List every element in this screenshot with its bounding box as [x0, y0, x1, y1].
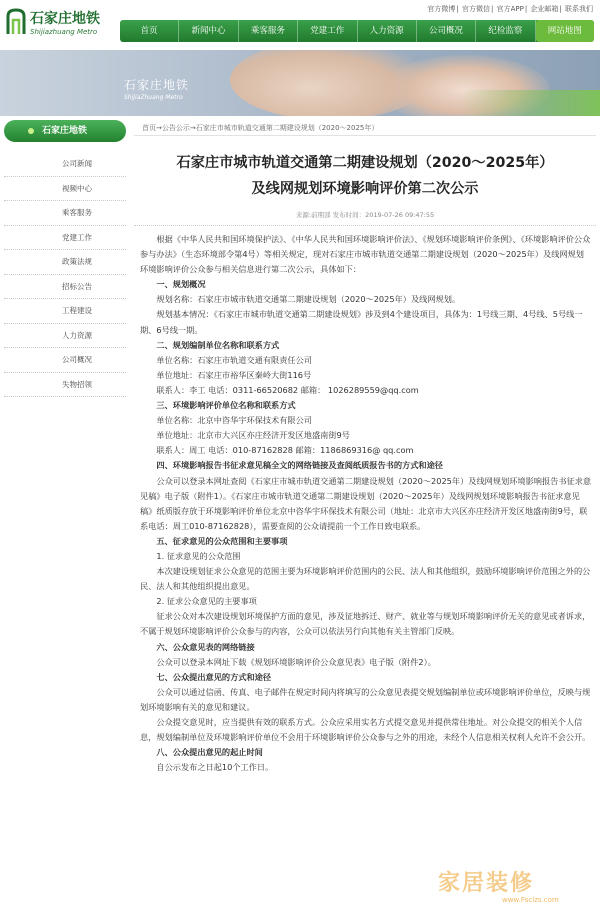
site-logo[interactable]: [6, 6, 116, 46]
sidebar-item-lost-found[interactable]: 失物招领: [4, 373, 126, 398]
main-nav: [120, 20, 594, 42]
watermark-url: www.Fsclzs.com: [502, 896, 559, 904]
page-title-line: 及线网规划环境影响评价第二次公示: [251, 181, 479, 197]
paragraph: 联系人：周工 电话：010-87162828 邮箱：1186869316@ qq.com: [156, 445, 414, 456]
paragraph: 规划基本情况：《石家庄市城市轨道交通第二期建设规划》涉及到4个建设项目，具体为：1号线三期、4号线、5号线一期、6号线一期。: [140, 309, 583, 335]
sidebar-item-party[interactable]: 党建工作: [4, 226, 126, 251]
logo-title: 石家庄地铁: [30, 11, 100, 27]
paragraph: 联系人：李工 电话：0311-66520682 邮箱： 1026289559@qq.com: [156, 384, 419, 395]
paragraph: 公众可以通过信函、传真、电子邮件在规定时间内将填写的公众意见表提交规划编制单位或环境影响评价单位，反映与规划环境影响有关的意见和建议。: [140, 686, 591, 712]
nav-sitemap[interactable]: 网站地图: [536, 20, 594, 42]
article-body: [134, 226, 596, 775]
sidebar-item-about[interactable]: 公司概况: [4, 348, 126, 373]
sidebar-item-tender[interactable]: 招标公告: [4, 275, 126, 300]
top-link-contact[interactable]: 联系我们: [565, 5, 593, 13]
paragraph: 规划名称：石家庄市城市轨道交通第二期建设规划（2020～2025年）及线网规划。: [156, 294, 461, 305]
paragraph: 2. 征求公众意见的主要事项: [156, 596, 257, 607]
sidebar-list: [4, 152, 126, 397]
banner-logo-en: ShiJiaZhuang Metro: [124, 94, 183, 101]
section-heading: 八、公众提出意见的起止时间: [156, 747, 263, 758]
section-heading: 三、环境影响评价单位名称和联系方式: [156, 400, 296, 411]
article-panel: [134, 120, 596, 917]
sidebar-heading: [4, 120, 126, 142]
section-heading: 五、征求意见的公众范围和主要事项: [156, 535, 288, 546]
nav-home[interactable]: 首页: [120, 20, 179, 42]
paragraph: 公众提交意见时，应当提供有效的联系方式。公众应采用实名方式提交意见并提供常住地址。对公众提交的相关个人信息，规划编制单位及环境影响评价单位不会用于环境影响评价公众参与之外的用途，未经个人信息相关权利人允许不会公开。: [140, 717, 591, 743]
sidebar: [4, 120, 126, 397]
nav-passenger[interactable]: 乘客服务: [239, 20, 298, 42]
breadcrumb[interactable]: 首页→公告公示→石家庄市城市轨道交通第二期建设规划（2020～2025年）: [134, 120, 596, 136]
top-link-wechat[interactable]: 官方微信: [461, 5, 490, 13]
sidebar-item-hr[interactable]: 人力资源: [4, 324, 126, 349]
section-heading: 六、公众意见表的网络链接: [156, 641, 255, 652]
banner-image: [0, 50, 600, 116]
paragraph: 单位地址：石家庄市裕华区秦岭大街116号: [156, 369, 312, 380]
nav-discipline[interactable]: 纪检监察: [476, 20, 535, 42]
page-title: [134, 150, 596, 202]
page-title-line: 石家庄市城市轨道交通第二期建设规划（2020～2025年）: [176, 155, 554, 171]
paragraph: 自公示发布之日起10个工作日。: [156, 762, 274, 773]
nav-about[interactable]: 公司概况: [417, 20, 476, 42]
section-heading: 一、规划概况: [156, 279, 206, 290]
banner-logo: [124, 76, 189, 101]
paragraph: 征求公众对本次建设规划环境保护方面的意见，涉及征地拆迁、财产、就业等与规划环境影响评价无关的意见或者诉求，不属于规划环境影响评价公众参与的内容，公众可以依法另行向其他有关主管部门反映。: [140, 611, 591, 637]
nav-party[interactable]: 党建工作: [298, 20, 357, 42]
bullet-icon: [28, 128, 34, 134]
sidebar-item-policy[interactable]: 政策法规: [4, 250, 126, 275]
sidebar-item-video[interactable]: 视频中心: [4, 177, 126, 202]
paragraph: 公众可以登录本网址查阅《石家庄市城市轨道交通第二期建设规划（2020～2025年）及线网规划环境影响报告书征求意见稿》电子版（附件1）。《石家庄市城市轨道交通第二期建设规划（2020～2025年）及线网规划环境影响报告书征求意见稿》纸质版存放于环境影响评价单位北京中咨华宇环保技术有限公司（地址：北京市大兴区亦庄经济开发区地盛南街9号，联系电话：周工010-87162828），需要查阅的公众请提前一个工作日致电联系。: [140, 475, 592, 531]
metro-logo-icon: [6, 8, 26, 36]
banner-logo-cn: 石家庄地铁: [124, 78, 190, 92]
paragraph: 本次建设规划征求公众意见的范围主要为环境影响评价范围内的公民、法人和其他组织，鼓励环境影响评价范围之外的公民、法人和其他组织提出意见。: [140, 566, 591, 592]
paragraph: 1. 征求意见的公众范围: [156, 550, 241, 561]
sidebar-item-passenger[interactable]: 乘客服务: [4, 201, 126, 226]
section-heading: 二、规划编制单位名称和联系方式: [156, 339, 280, 350]
sidebar-item-construction[interactable]: 工程建设: [4, 299, 126, 324]
watermark: 家居装修: [438, 871, 535, 896]
paragraph: 单位名称：北京中咨华宇环保技术有限公司: [156, 415, 312, 426]
paragraph: 单位地址：北京市大兴区亦庄经济开发区地盛南街9号: [156, 430, 350, 441]
top-link-app[interactable]: 官方APP: [496, 5, 524, 13]
nav-hr[interactable]: 人力资源: [358, 20, 417, 42]
top-links: 官方微博| 官方微信| 官方APP| 企业邮箱| 联系我们: [427, 5, 593, 13]
paragraph: 单位名称：石家庄市轨道交通有限责任公司: [156, 354, 312, 365]
top-link-mail[interactable]: 企业邮箱: [530, 5, 559, 13]
section-heading: 七、公众提出意见的方式和途径: [156, 671, 272, 682]
sidebar-item-news[interactable]: 公司新闻: [4, 152, 126, 177]
banner-accent: [460, 90, 600, 116]
sidebar-heading-label: 石家庄地铁: [42, 126, 88, 136]
top-bar: [0, 0, 600, 50]
logo-subtitle: Shijiazhuang Metro: [30, 28, 98, 36]
nav-news[interactable]: 新闻中心: [179, 20, 238, 42]
top-link-weibo[interactable]: 官方微博: [427, 5, 456, 13]
article-meta: 来源:前期部 发布时间：2019-07-26 09:47:55: [134, 210, 596, 226]
paragraph: 公众可以登录本网址下载《规划环境影响评价公众意见表》电子版（附件2）。: [156, 656, 436, 667]
section-heading: 四、环境影响报告书征求意见稿全文的网络链接及查阅纸质报告书的方式和途径: [156, 460, 443, 471]
paragraph: 根据《中华人民共和国环境保护法》、《中华人民共和国环境影响评价法》、《规划环境影响评价条例》、《环境影响评价公众参与办法》（生态环境部令第4号）等相关规定，现对石家庄市城市轨道交通第二期建设规划（2020～2025年）及线网规划环境影响评价公众参与相关信息进行第二次公示，具体如下：: [140, 234, 591, 275]
